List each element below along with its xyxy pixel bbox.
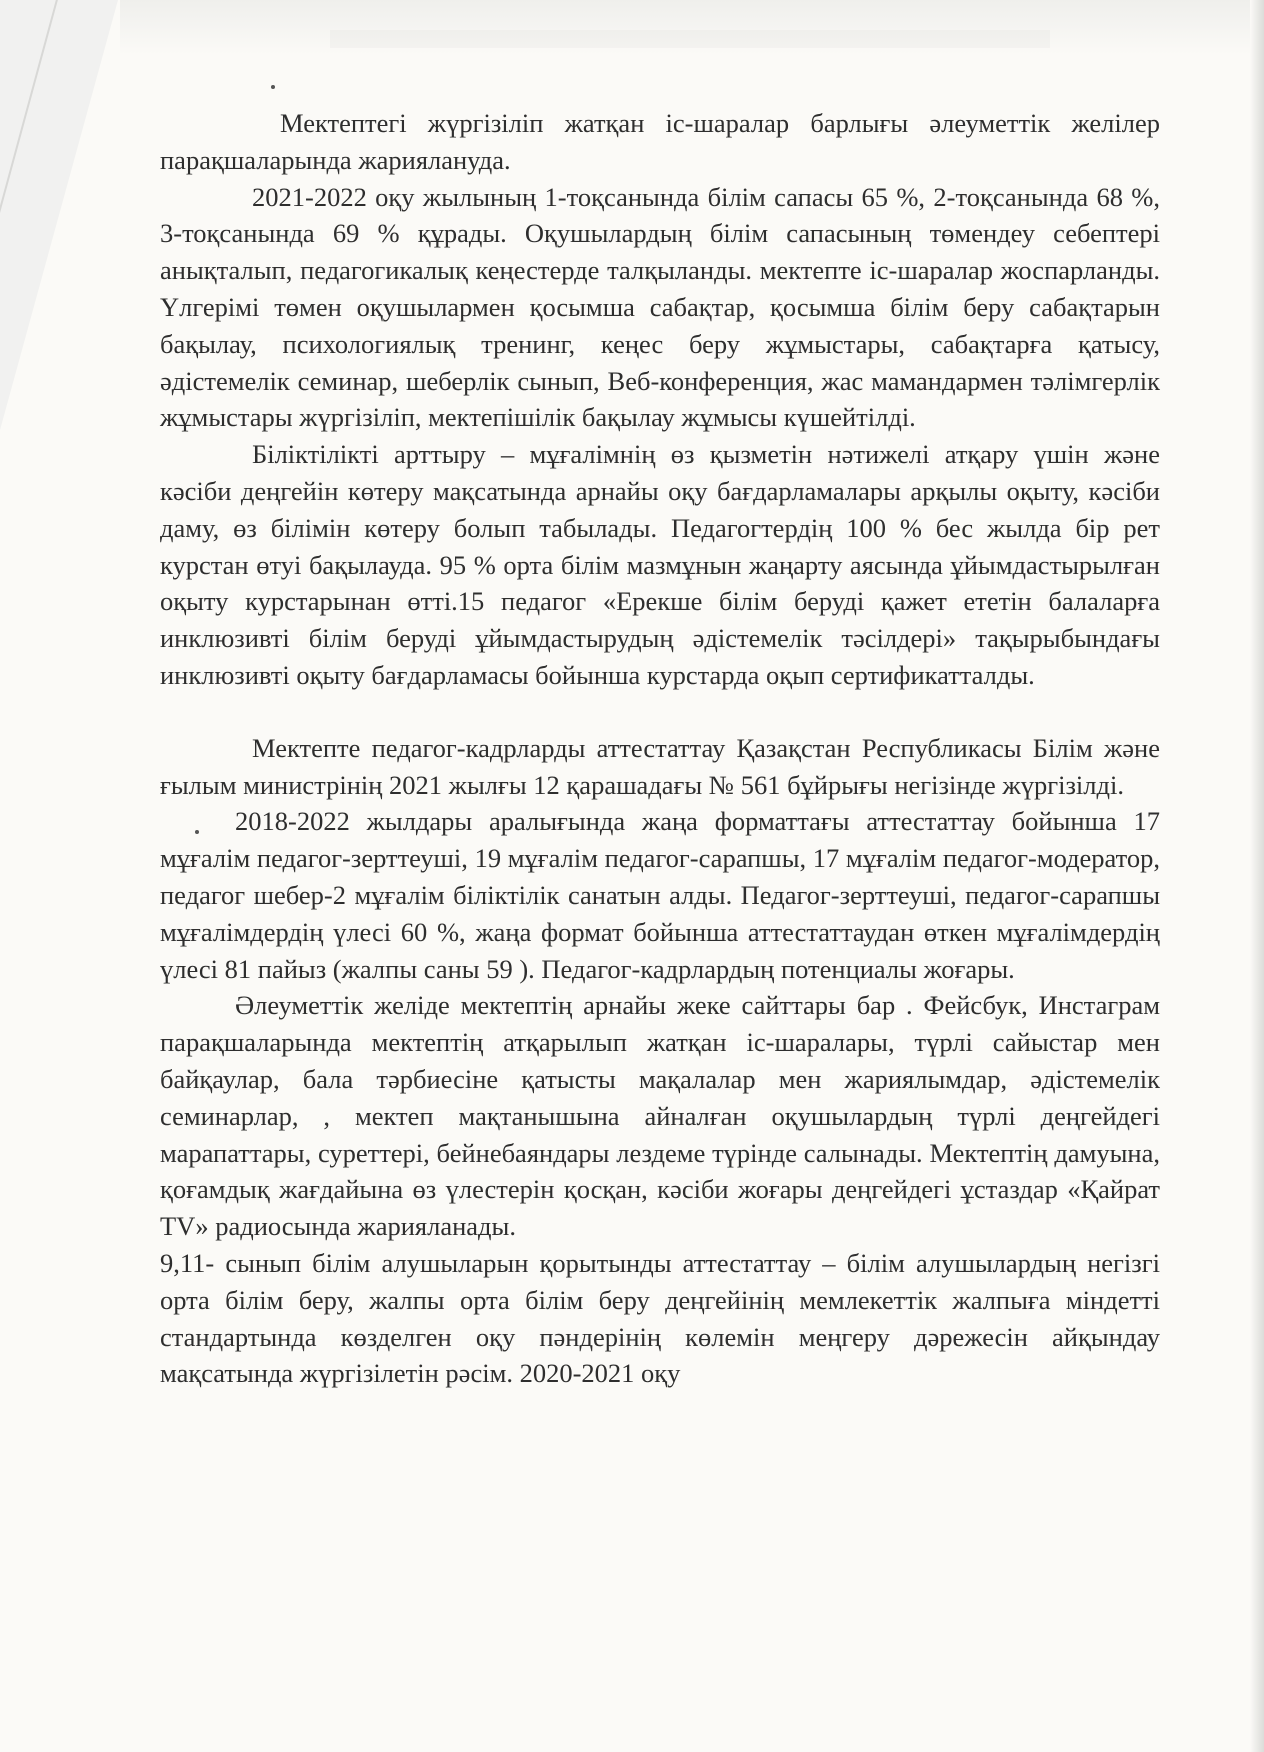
paragraph-attestation: Мектепте педагог-кадрларды аттестаттау Қазақстан Республикасы Білім және ғылым министрінің 2021 жылғы 12 қарашадағы № 561 бұйрығы негізінде жүргізілді. bbox=[160, 732, 1160, 800]
paragraph-social-network: Әлеуметтік желіде мектептің арнайы жеке сайттары бар . Фейсбук, Инстаграм парақшаларында мектептің атқарылып жатқан іс-шаралары, түрлі сайыстар мен байқаулар, бала тәрбиесіне қатысты мақалалар мен жариялымдар, әдістемелік семинарлар, , мектеп мақтанышына айналған оқушылардың түрлі деңгейдегі марапаттары, суреттері, бейнебаяндары лездеме түрінде салынады. Мектептің дамуына, қоғамдық жағдайына өз үлестерін қосқан, кәсіби жоғары деңгейдегі ұстаздар «Қайрат TV» радиосында жарияланады. bbox=[160, 990, 1160, 1242]
document-body bbox=[160, 105, 1160, 1392]
folded-corner bbox=[0, 0, 118, 430]
paragraph-qualification: Біліктілікті арттыру – мұғалімнің өз қызметін нәтижелі атқару үшін және кәсіби деңгейін көтеру мақсатында арнайы оқу бағдарламалары арқылы оқыту, кәсіби даму, өз білімін көтеру болып табылады. Педагогтердің 100 % бес жылда бір рет курстан өтуі бақылауда. 95 % орта білім мазмұнын жаңарту аясында ұйымдастырылған оқыту курстарынан өтті.15 педагог «Ерекше білім беруді қажет ететін балаларға инклюзивті білім беруді ұйымдастырудың әдістемелік тәсілдері» тақырыбындағы инклюзивті оқыту бағдарламасы бойынша курстарда оқып сертификатталды. bbox=[160, 439, 1160, 690]
scan-speck bbox=[271, 85, 275, 89]
scan-bleed-through bbox=[330, 30, 1050, 48]
paragraph-gap bbox=[160, 694, 1160, 730]
paragraph-social-media: Мектептегі жүргізіліп жатқан іс-шаралар барлығы әлеуметтік желілер парақшаларында жариялануда. bbox=[160, 108, 1160, 175]
paragraph-quality: 2021-2022 оқу жылының 1-тоқсанында білім сапасы 65 %, 2-тоқсанында 68 %, 3-тоқсанында 69 % құрады. Оқушылардың білім сапасының төмендеу себептері анықталып, педагогикалық кеңестерде талқыланды. мектепте іс-шаралар жоспарланды. Үлгерімі төмен оқушылармен қосымша сабақтар, қосымша білім беру сабақтарын бақылау, психологиялық тренинг, кеңес беру жұмыстары, сабақтарға қатысу, әдістемелік семинар, шеберлік сынып, Веб-конференция, жас мамандармен тәлімгерлік жұмыстары жүргізіліп, мектепішілік бақылау жұмысы күшейтілді. bbox=[160, 181, 1160, 433]
paragraph-attestation-results: 2018-2022 жылдары аралығында жаңа форматтағы аттестаттау бойынша 17 мұғалім педагог-зерттеуші, 19 мұғалім педагог-сарапшы, 17 мұғалім педагог-модератор, педагог шебер-2 мұғалім біліктілік санатын алды. Педагог-зерттеуші, педагог-сарапшы мұғалімдердің үлесі 60 %, жаңа формат бойынша аттестаттаудан өткен мұғалімдердің үлесі 81 пайыз (жалпы саны 59 ). Педагог-кадрлардың потенциалы жоғары. bbox=[160, 806, 1160, 984]
page-right-edge bbox=[1250, 0, 1264, 1752]
paragraph-final-attestation: 9,11- сынып білім алушыларын қорытынды аттестаттау – білім алушылардың негізгі орта білім беру, жалпы орта білім беру деңгейінің мемлекеттік жалпыға міндетті стандартында көзделген оқу пәндерінің көлемін меңгеру дәрежесін айқындау мақсатында жүргізілетін рәсім. 2020-2021 оқу bbox=[160, 1247, 1160, 1389]
